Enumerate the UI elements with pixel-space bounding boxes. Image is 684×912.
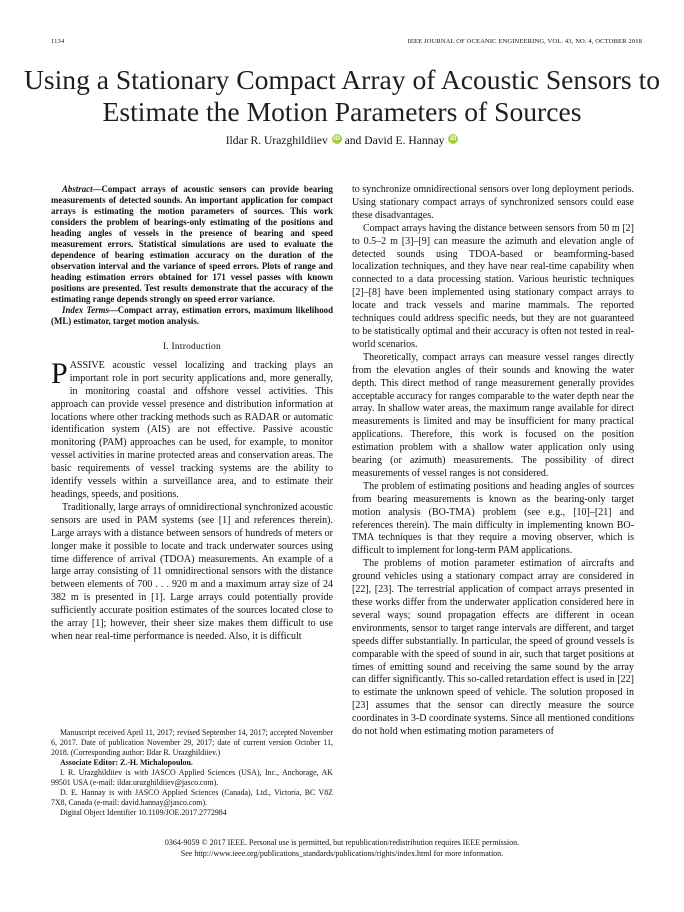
author-connector: and: [344, 134, 362, 147]
author-name: Ildar R. Urazghildiiev: [225, 134, 328, 147]
body-paragraph: Compact arrays having the distance between sensors from 50 m [2] to 0.5–2 m [3]–[9] can measure the azimuth and elevation angle of detected sounds using TDOA-based or beamforming-based localization techniques, and they have near real-time capability when connected to a data processing station. Various heuristic techniques [2]–[8] have been implemented using stationary compact arrays to locate and track vessels and marine mammals. The reported techniques could address specific needs, but they are not guaranteed to be statistically optimal and their accuracy is often not tested in real-world scenarios.: [352, 222, 634, 350]
footnote-editor: Associate Editor: Z.-H. Michalopoulou.: [60, 758, 193, 767]
index-terms: [51, 305, 333, 327]
body-paragraph: The problem of estimating positions and heading angles of sources from bearing measurements is known as the bearing-only target motion analysis (BO-TMA) problem (see e.g., [10]–[21] and references therein). The main difficulty in implementing known BO-TMA techniques is that they require a moving observer, which is difficult to implement for long-term PAM applications.: [352, 480, 634, 557]
footnote-manuscript: Manuscript received April 11, 2017; revised September 14, 2017; accepted November 6, 2017. Date of publication November 29, 2017; date of current version October 11, 2018. (Corresponding author: Ildar R. Urazghildiiev.): [51, 728, 333, 757]
intro-paragraph: [51, 356, 333, 502]
orcid-icon[interactable]: iD: [450, 135, 457, 142]
body-paragraph: to synchronize omnidirectional sensors over long deployment periods. Using stationary compact arrays of synchronized sensors could ease these disadvantages.: [352, 184, 634, 221]
section-heading: I. Introduction: [163, 342, 221, 352]
body-paragraph: Traditionally, large arrays of omnidirectional synchronized acoustic sensors are used in PAM systems (see [1] and references therein). Large arrays with a distance between sensors of hundreds of meters or longer make it possible to locate and track underwater sources using time difference of arrival (TDOA) measurements. An example of a large array consisting of 11 omnidirectional sensors with the distance between elements of 700 . . . 920 m and a maximum array size of 24 382 m is presented in [1]. Large arrays could potentially provide sufficiently accurate position estimates of the sources located close to the array [1]; however, their sheer size makes them difficult to use when near real-time performance is needed. Also, it is difficult: [51, 501, 333, 642]
right-column: [352, 184, 634, 739]
author-line: [0, 134, 684, 147]
abstract: [51, 184, 333, 305]
intro-paragraph-text: ASSIVE acoustic vessel localizing and tracking plays an important role in port security applications and, more generally, in monitoring coastal and offshore vessel activities. This approach can provide vessel presence and distribution information at locations where other tracking methods such as RADAR or automatic identification system (AIS) are not effective. Passive acoustic monitoring (PAM) approaches can be used, for example, to monitor vessel activities in marine protected areas and conservation areas. The basic requirements of vessel tracking systems are the ability to identify vessels within a surveillance area, and to estimate their headings, speeds, and positions.: [51, 359, 333, 500]
left-column: [51, 184, 333, 644]
footnote-doi: Digital Object Identifier 10.1109/JOE.2017.2772984: [60, 808, 227, 817]
body-paragraph: The problems of motion parameter estimation of aircrafts and ground vehicles using a stationary compact array are considered in [22], [23]. The terrestrial application of compact arrays presented in these works differ from the underwater application considered here in several ways; sound propagation effects are different in ocean environments, sensor to target range intervals are different, and target speeds differ substantially. In particular, the speed of ground vessels is comparable with the speed of sound in air, such that target positions at times of emitting sound and receiving the same sound by the array can differ significantly. This so-called retardation effect is used in [22] to estimate the unknown speed of vehicle. The solution proposed in [23] assumes that the sensor can directly measure the source coordinates in 3-D coordinate systems. Since all mentioned conditions do not hold when estimating motion parameters of: [352, 558, 634, 738]
body-paragraph: Theoretically, compact arrays can measure vessel ranges directly from the elevation angles of their sounds and knowing the water depth. This direct method of range measurement generally provides acceptable accuracy for ranges comparable to the water depth near the array. In shallow water areas, the maximum range available for direct measurements is limited and may be insufficient for many practical applications. Therefore, this work is focused on the position estimation problem with a shallow water application only using bearing (or azimuth) measurements. The possibility of direct measurements of vessel ranges is not considered.: [352, 351, 634, 479]
footnote-affiliation: D. E. Hannay is with JASCO Applied Sciences (Canada), Ltd., Victoria, BC V8Z 7X8, Canada (e-mail: david.hannay@jasco.com).: [51, 788, 333, 807]
index-terms-text: Compact array, estimation errors, maximum likelihood (ML) estimator, target motion analysis.: [51, 305, 333, 326]
orcid-icon[interactable]: iD: [333, 135, 340, 142]
footnotes: [51, 728, 333, 818]
page-number: 1134: [51, 38, 65, 45]
index-terms-label: Index Terms—: [62, 305, 118, 315]
paper-title: Using a Stationary Compact Array of Acoustic Sensors to Estimate the Motion Parameters of Sources: [23, 64, 661, 127]
journal-header: IEEE JOURNAL OF OCEANIC ENGINEERING, VOL. 43, NO. 4, OCTOBER 2018: [407, 38, 642, 45]
copyright-line: 0364-9059 © 2017 IEEE. Personal use is permitted, but republication/redistribution requires IEEE permission.: [164, 838, 520, 847]
abstract-text: Compact arrays of acoustic sensors can provide bearing measurements of detected sounds. An important application for compact arrays is estimating the motion parameters of sources. This work considers the problem of bearings-only estimating of the positions and heading angles of vessels in the presence of bearing and speed measurement errors. Statistical simulations are used to evaluate the dependence of bearing estimation accuracy on the duration of the observation interval and the variance of speed errors. Plots of range and heading estimation errors obtained for 171 vessel passes with known positions are presented. Test results demonstrate that the accuracy of the estimating range depends strongly on speed error variance.: [51, 184, 333, 304]
copyright-link[interactable]: See http://www.ieee.org/publications_standards/publications/rights/index.html for more information.: [180, 848, 504, 858]
author-name: David E. Hannay: [364, 134, 445, 147]
footnote-affiliation: I. R. Urazghildiiev is with JASCO Applied Sciences (USA), Inc., Anchorage, AK 99501 USA (e-mail: ildar.urazghildiiev@jasco.com).: [51, 768, 333, 787]
abstract-label: Abstract—: [62, 184, 102, 194]
drop-cap: P: [51, 356, 68, 390]
copyright-notice: [0, 838, 684, 859]
